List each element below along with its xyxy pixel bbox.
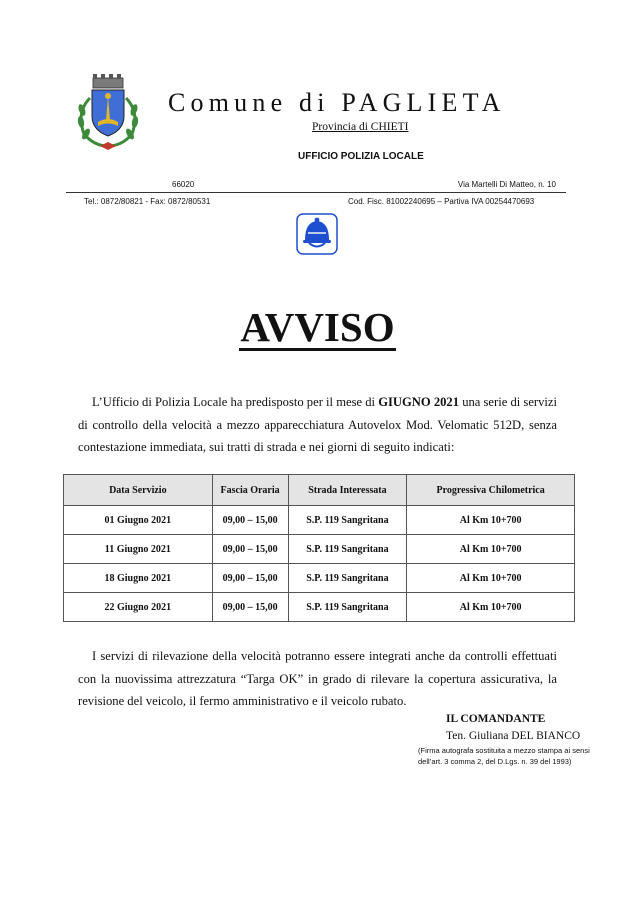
header-date: Data Servizio [64,475,213,506]
header-km: Progressiva Chilometrica [407,475,575,506]
cell-date: 01 Giugno 2021 [64,506,213,535]
intro-text-1: L’Ufficio di Polizia Locale ha predisposto per il mese di [92,395,379,409]
intro-month: GIUGNO 2021 [378,395,460,409]
signature-note: (Firma autografa sostituita a mezzo stampa ai sensi dell’art. 3 comma 2, del D.Lgs. n. 39 del 1993) [418,746,590,766]
signature-title: IL COMANDANTE [446,713,546,725]
province-label: Provincia di CHIETI [312,121,409,133]
services-table [63,474,575,622]
municipality-title: Comune di PAGLIETA [168,88,506,117]
cell-date: 18 Giugno 2021 [64,564,213,593]
phone-fax: Tel.: 0872/80821 - Fax: 0872/80531 [84,197,211,206]
notice-title [0,303,635,351]
table-row [64,593,575,622]
cell-road: S.P. 119 Sangritana [288,593,407,622]
cell-km: Al Km 10+700 [407,506,575,535]
office-label: UFFICIO POLIZIA LOCALE [298,151,424,162]
cell-time: 09,00 – 15,00 [212,593,288,622]
table-row [64,535,575,564]
postal-code: 66020 [172,180,195,189]
intro-text-2: una serie di servizi di controllo della velocità a mezzo apparecchiatura Autovelox Mod. Velomatic 512D, senza contestazione immediata, sui tratti di strada e nei giorni di seguito indicati: [78,395,557,454]
cell-date: 11 Giugno 2021 [64,535,213,564]
cell-km: Al Km 10+700 [407,535,575,564]
police-helmet-icon [296,213,338,255]
table-header-row [64,475,575,506]
intro-paragraph [78,391,557,459]
table-row [64,506,575,535]
closing-text: I servizi di rilevazione della velocità potranno essere integrati anche da controlli effettuati con la nuovissima attrezzatura “Targa OK” in grado di rilevare la copertura assicurativa, la revisione del veicolo, il fermo amministrativo e il veicolo rubato. [78,649,557,708]
header-time: Fascia Oraria [212,475,288,506]
cell-road: S.P. 119 Sangritana [288,506,407,535]
cell-km: Al Km 10+700 [407,564,575,593]
cell-time: 09,00 – 15,00 [212,535,288,564]
cell-road: S.P. 119 Sangritana [288,564,407,593]
header-road: Strada Interessata [288,475,407,506]
cell-road: S.P. 119 Sangritana [288,535,407,564]
closing-paragraph [78,645,557,713]
header-divider [66,192,566,193]
municipal-crest-icon [70,72,146,154]
cell-time: 09,00 – 15,00 [212,564,288,593]
signature-name: Ten. Giuliana DEL BIANCO [446,730,581,742]
notice-title-text: AVVISO [240,304,395,350]
cell-time: 09,00 – 15,00 [212,506,288,535]
table-row [64,564,575,593]
cell-date: 22 Giugno 2021 [64,593,213,622]
cell-km: Al Km 10+700 [407,593,575,622]
fiscal-codes: Cod. Fisc. 81002240695 – Partiva IVA 00254470693 [348,197,535,206]
office-address: Via Martelli Di Matteo, n. 10 [457,180,556,189]
